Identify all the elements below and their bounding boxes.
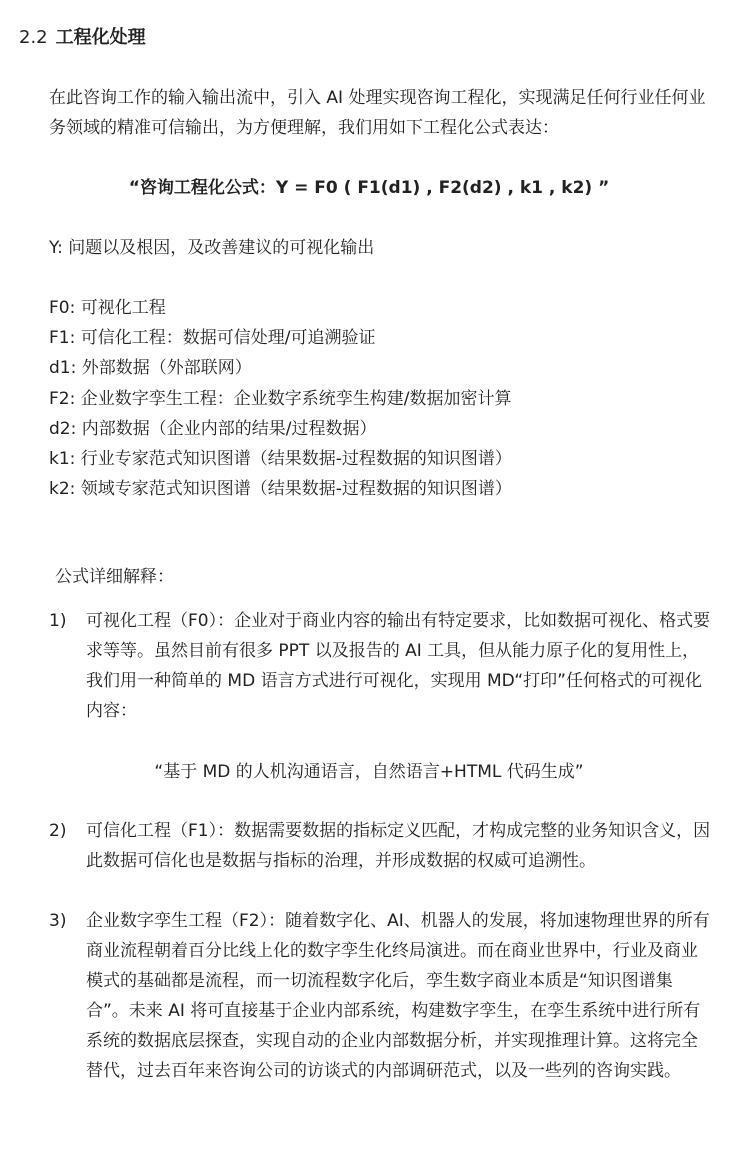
item-number: 1) [49, 611, 67, 631]
definition-item: d2: 内部数据（企业内部的结果/过程数据） [49, 418, 377, 439]
definition-item: k2: 领域专家范式知识图谱（结果数据-过程数据的知识图谱） [49, 479, 512, 500]
y-definition: Y: 问题以及根因，及改善建议的可视化输出 [49, 238, 375, 258]
explanation-item-f1 [49, 816, 713, 876]
section-title: 工程化处理 [55, 27, 146, 48]
formula-line: “咨询工程化公式：Y = F0 ( F1(d1) , F2(d2) , k1 , k2) ” [128, 178, 610, 198]
section-heading [19, 26, 146, 50]
explanation-heading: 公式详细解释： [55, 567, 174, 587]
section-number: 2.2 [19, 27, 48, 48]
explanation-item-f0 [49, 606, 713, 726]
definition-item: F0: 可视化工程 [49, 298, 166, 318]
definition-item: k1: 行业专家范式知识图谱（结果数据-过程数据的知识图谱） [49, 449, 512, 470]
item-text: 可视化工程（F0）：企业对于商业内容的输出有特定要求，比如数据可视化、格式要求等等。虽然目前有很多 PPT 以及报告的 AI 工具，但从能力原子化的复用性上，我们用一种简单的 MD 语言方式进行可视化，实现用 MD“打印”任何格式的可视化内容： [86, 611, 711, 721]
md-quote: “基于 MD 的人机沟通语言，自然语言+HTML 代码生成” [154, 762, 584, 782]
definition-item: d1: 外部数据（外部联网） [49, 358, 252, 379]
item-number: 2) [49, 821, 67, 841]
definition-list [49, 293, 512, 504]
definition-item: F1: 可信化工程：数据可信处理/可追溯验证 [49, 328, 376, 349]
intro-paragraph: 在此咨询工作的输入输出流中，引入 AI 处理实现咨询工程化，实现满足任何行业任何业务领域的精准可信输出，为方便理解，我们用如下工程化公式表达： [49, 88, 706, 138]
item-text: 可信化工程（F1）：数据需要数据的指标定义匹配，才构成完整的业务知识含义，因此数据可信化也是数据与指标的治理，并形成数据的权威可追溯性。 [86, 821, 711, 871]
item-number: 3) [49, 911, 67, 931]
explanation-item-f2 [49, 906, 713, 1086]
item-text: 企业数字孪生工程（F2）：随着数字化、AI、机器人的发展，将加速物理世界的所有商业流程朝着百分比线上化的数字孪生化终局演进。而在商业世界中，行业及商业模式的基础都是流程，而一切流程数字化后，孪生数字商业本质是“知识图谱集合”。未来 AI 将可直接基于企业内部系统，构建数字孪生，在孪生系统中进行所有系统的数据底层探查，实现自动的企业内部数据分析，并实现推理计算。这将完全替代，过去百年来咨询公司的访谈式的内部调研范式，以及一些列的咨询实践。 [86, 911, 710, 1081]
definition-item: F2: 企业数字孪生工程：企业数字系统孪生构建/数据加密计算 [49, 388, 512, 409]
